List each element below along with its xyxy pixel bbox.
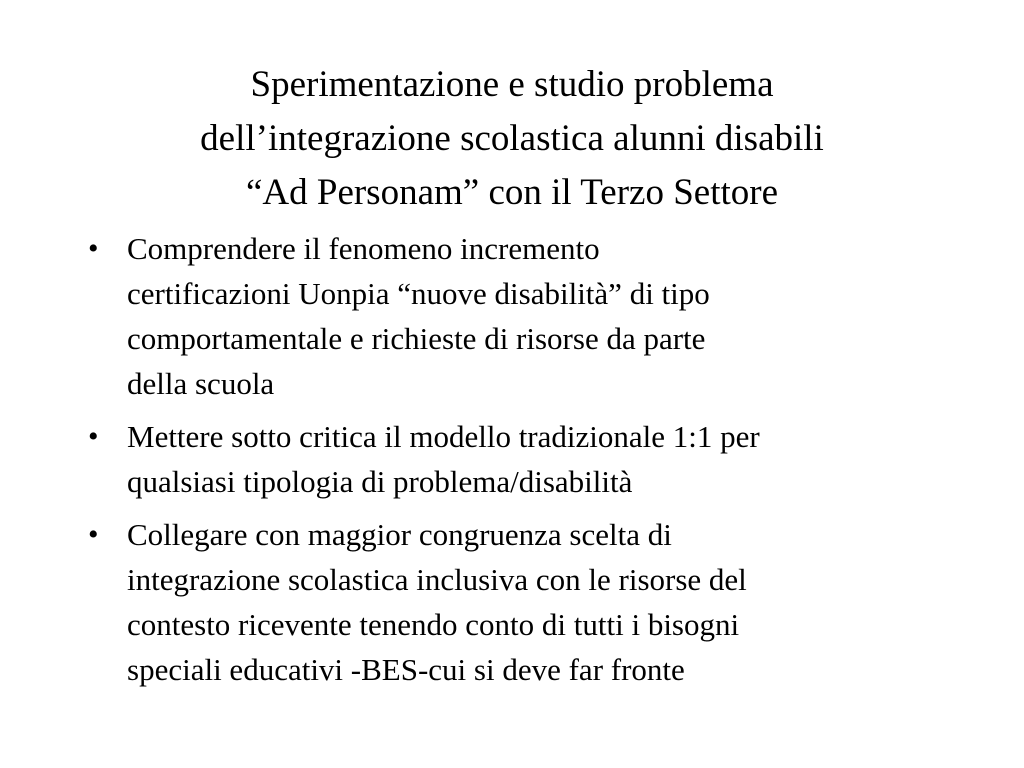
bullet-line: della scuola <box>127 366 275 401</box>
bullet-line: certificazioni Uonpia “nuove disabilità” di tipo <box>127 276 710 311</box>
bullet-dot-icon: • <box>88 420 99 453</box>
bullet-line: Mettere sotto critica il modello tradizionale 1:1 per <box>127 419 760 454</box>
bullet-line: Comprendere il fenomeno incremento <box>127 231 600 266</box>
bullet-line: integrazione scolastica inclusiva con le risorse del <box>127 562 747 597</box>
bullet-text <box>127 512 948 692</box>
bullet-item <box>88 512 948 692</box>
bullet-item <box>88 414 948 504</box>
bullet-line: qualsiasi tipologia di problema/disabilità <box>127 464 633 499</box>
bullet-line: Collegare con maggior congruenza scelta di <box>127 517 672 552</box>
title-line: Sperimentazione e studio problema <box>250 64 774 105</box>
bullet-line: comportamentale e richieste di risorse da parte <box>127 321 706 356</box>
bullet-text <box>127 414 948 504</box>
bullet-line: contesto ricevente tenendo conto di tutti i bisogni <box>127 607 740 642</box>
bullet-line: speciali educativi -BES-cui si deve far fronte <box>127 652 685 687</box>
slide-title <box>90 58 934 220</box>
title-line: “Ad Personam” con il Terzo Settore <box>245 172 779 213</box>
bullet-list <box>88 226 948 700</box>
bullet-item <box>88 226 948 406</box>
bullet-text <box>127 226 948 406</box>
bullet-dot-icon: • <box>88 232 99 265</box>
title-line: dell’integrazione scolastica alunni disabili <box>200 118 824 159</box>
bullet-dot-icon: • <box>88 518 99 551</box>
